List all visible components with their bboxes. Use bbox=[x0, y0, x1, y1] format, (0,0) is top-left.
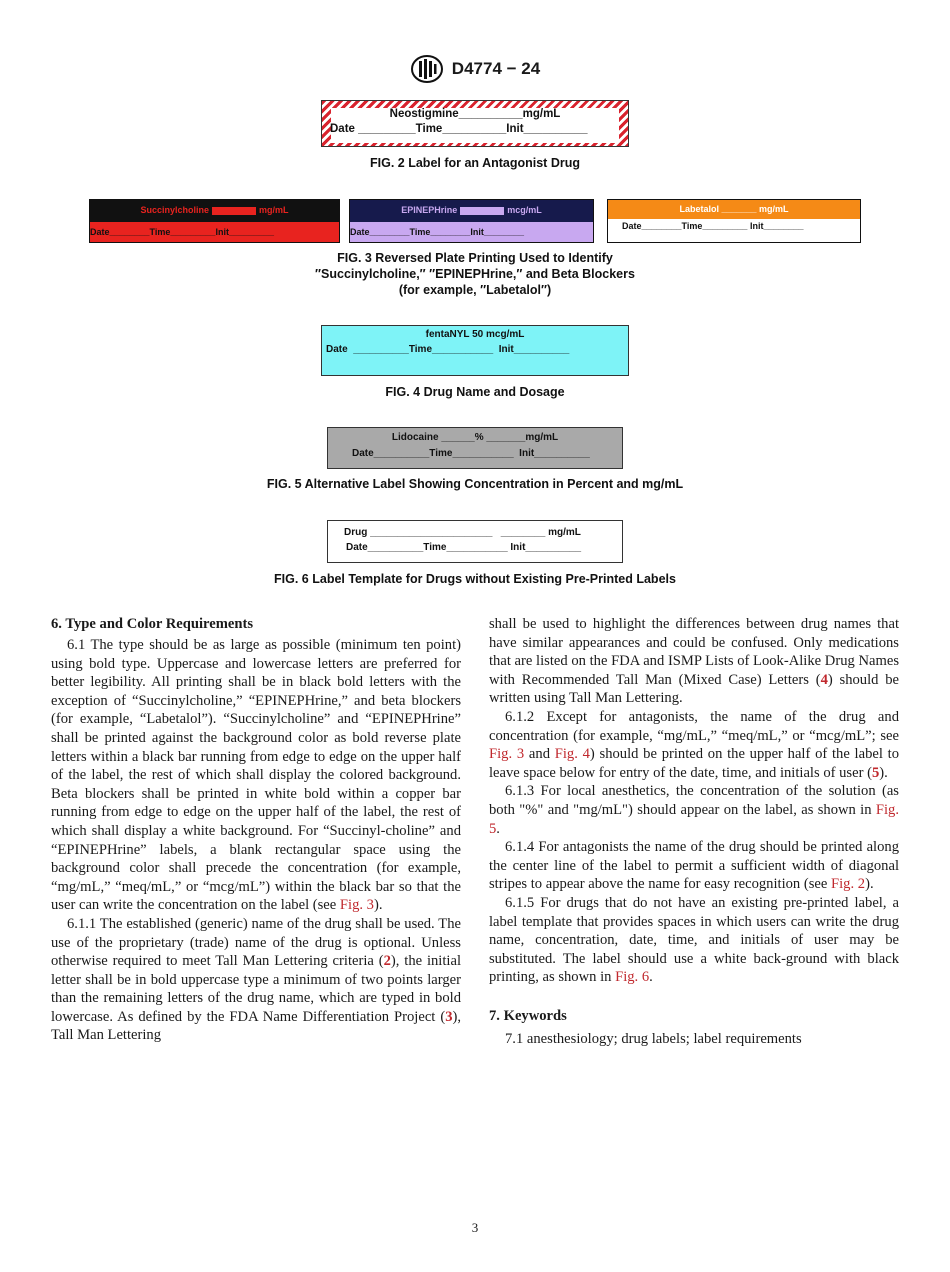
p611-text-a: 6.1.1 The established (generic) name of the drug shall be used. The use of the proprietary (trade) name of the drug is optional. Unless otherwise required to meet Tall Man Lettering criteria ( bbox=[51, 915, 461, 970]
ref-2-link[interactable]: 2 bbox=[383, 953, 391, 970]
fig3b-bottom-line: Date________Time________Init________ bbox=[350, 227, 524, 237]
section6-heading: 6. Type and Color Requirements bbox=[51, 616, 254, 632]
paragraph-6-1-4 bbox=[489, 838, 899, 894]
fig6-caption: FIG. 6 Label Template for Drugs without Existing Pre-Printed Labels bbox=[274, 572, 676, 586]
fig3-link-2[interactable]: Fig. 3 bbox=[489, 746, 525, 763]
fig6-date-line: Date__________Time___________ Init__________ bbox=[346, 542, 582, 553]
fig3-caption-line2: ″Succinylcholine,″ ″EPINEPHrine,″ and Beta Blockers bbox=[315, 267, 635, 281]
p612-text-a: 6.1.2 Except for antagonists, the name of the drug and concentration (for example, “mg/mL,” “meq/mL,” or “mcg/mL”; see bbox=[489, 708, 899, 744]
fig5-lidocaine-label bbox=[327, 427, 623, 469]
p612-text-b: ) should be printed on the upper half of the label to leave space below for entry of the date, time, and initials of user ( bbox=[489, 746, 900, 781]
p611-text-c: ), Tall Man Lettering bbox=[51, 1008, 461, 1044]
astm-logo-icon bbox=[410, 54, 444, 84]
p615-text-b: . bbox=[649, 969, 653, 986]
ref-3-link[interactable]: 3 bbox=[445, 1008, 453, 1025]
paragraph-6-1-3 bbox=[489, 782, 899, 838]
p613-text-a: 6.1.3 For local anesthetics, the concentration of the solution (as both "%" and "mg/mL") should appear on the label, as shown in bbox=[489, 783, 899, 818]
p615-text-a: 6.1.5 For drugs that do not have an existing pre-printed label, a label template that provides spaces in which users can write the drug name, concentration, date, time, and initials of user may be substituted. The label should use a white back-ground with black printing, as shown in bbox=[489, 894, 899, 986]
paragraph-6-1-5 bbox=[489, 894, 899, 987]
fig3-link[interactable]: Fig. 3 bbox=[339, 897, 374, 914]
paragraph-6-1-1-continued bbox=[489, 615, 899, 708]
fig6-template-label bbox=[327, 520, 623, 563]
page-number: 3 bbox=[471, 1220, 479, 1235]
p612-text-c: ). bbox=[879, 764, 888, 781]
paragraph-6-1 bbox=[51, 636, 461, 915]
p61-end: ). bbox=[373, 897, 383, 914]
ref-4-link[interactable]: 4 bbox=[820, 671, 828, 688]
fig3-epinephrine-label bbox=[349, 199, 594, 243]
section7-heading: 7. Keywords bbox=[489, 1007, 567, 1024]
paragraph-6-1-2 bbox=[489, 708, 899, 782]
fig4-fentanyl-label bbox=[321, 325, 629, 376]
fig3b-blank-space bbox=[460, 207, 504, 215]
fig2-link[interactable]: Fig. 2 bbox=[831, 876, 866, 893]
p612-and: and bbox=[524, 746, 555, 763]
fig3a-drug-name: Succinylcholine bbox=[140, 205, 209, 215]
fig5-caption: FIG. 5 Alternative Label Showing Concentration in Percent and mg/mL bbox=[266, 477, 684, 491]
fig3b-drug-name: EPINEPHrine bbox=[401, 205, 458, 215]
p614-text-b: ). bbox=[865, 876, 874, 893]
fig2-date-line: Date _________Time__________Init__________ bbox=[330, 123, 588, 135]
fig6-link[interactable]: Fig. 6 bbox=[615, 969, 650, 986]
ref-5-link[interactable]: 5 bbox=[871, 764, 880, 781]
standard-number: D4774 − 24 bbox=[451, 59, 541, 78]
fig5-link[interactable]: Fig. 5 bbox=[489, 801, 899, 837]
left-column bbox=[51, 615, 461, 1045]
paragraph-7-1: 7.1 anesthesiology; drug labels; label requirements bbox=[505, 1030, 802, 1047]
paragraph-6-1-1 bbox=[51, 915, 461, 1045]
page-header bbox=[0, 52, 950, 86]
fig3a-bottom-line: Date________Time_________Init_________ bbox=[90, 227, 274, 237]
p614-text-a: 6.1.4 For antagonists the name of the drug should be printed along the center line of the label to permit a sufficient width of diagonal stripes to appear above the name for easy recognition (see bbox=[489, 839, 899, 893]
p611-text-b: ), the initial letter shall be in bold uppercase type a minimum of two points larger than the remaining letters of the drug name, which are typed in bold lowercase. As defined by the FDA Name Differentiation Project ( bbox=[51, 953, 461, 1025]
fig4-drug-line: fentaNYL 50 mcg/mL bbox=[425, 329, 525, 340]
fig2-drug-line: Neostigmine__________mg/mL bbox=[389, 108, 561, 120]
fig3a-unit: mg/mL bbox=[259, 205, 289, 215]
p611-cont-b: ) should be written using Tall Man Lettering. bbox=[489, 671, 899, 707]
fig4-caption: FIG. 4 Drug Name and Dosage bbox=[385, 385, 565, 399]
fig3a-blank-space bbox=[212, 207, 256, 215]
right-column bbox=[489, 615, 899, 1048]
p61-text: 6.1 The type should be as large as possible (minimum ten point) using bold type. Uppercase and lowercase letters are preferred for better legibility. All printing shall be in black bold letters with the exception of “Succinylcholine,” “EPINEPHrine,” and beta blockers (for example, “Labetalol”). “Succinylcholine” and “EPINEPHrine” shall be printed against the background color as bold reverse plate letters within a black bar running from edge to edge on the upper half of the label, the rest of which shall display the colored background. Beta blockers shall be printed in white bold within a copper bar running from edge to edge on the upper half of the label, the rest of which shall display a white background. For “Succinyl-choline” and “EPINEPHrine” labels, a blank rectangular space using the background color shall precede the concentration (for example, “mg/mL,” “meq/mL,” or “mcg/mL”) within the black bar so that the user can write the concentration on the label (see bbox=[51, 637, 461, 914]
p613-text-b: . bbox=[496, 820, 500, 837]
fig2-caption: FIG. 2 Label for an Antagonist Drug bbox=[370, 156, 580, 170]
fig4-date-line: Date __________Time___________ Init__________ bbox=[326, 344, 570, 355]
fig6-drug-line: Drug ______________________ ________ mg/mL bbox=[344, 527, 581, 538]
fig2-antagonist-label bbox=[321, 100, 629, 147]
fig3b-top-line bbox=[350, 205, 593, 215]
fig3c-bottom-line: Date________Time_________ Init________ bbox=[622, 221, 804, 231]
fig3c-top-line: Labetalol _______ mg/mL bbox=[679, 204, 789, 214]
fig3-succinylcholine-label bbox=[89, 199, 340, 243]
fig3b-unit: mcg/mL bbox=[507, 205, 542, 215]
fig5-drug-line: Lidocaine ______% _______mg/mL bbox=[391, 432, 559, 443]
fig5-date-line: Date__________Time___________ Init__________ bbox=[352, 448, 590, 459]
fig3-caption-line3: (for example, ″Labetalol″) bbox=[398, 283, 552, 297]
fig3-labetalol-label bbox=[607, 199, 861, 243]
fig3a-top-line bbox=[90, 205, 339, 215]
fig3-caption-line1: FIG. 3 Reversed Plate Printing Used to Identify bbox=[337, 251, 613, 265]
p611-cont-a: shall be used to highlight the differences between drug names that have similar appearances and could be confused. Only medications that are listed on the FDA and ISMP Lists of Look-Alike Drug Names with Recommended Tall Man (Mixed Case) Letters ( bbox=[489, 616, 899, 688]
fig4-link[interactable]: Fig. 4 bbox=[554, 746, 590, 763]
